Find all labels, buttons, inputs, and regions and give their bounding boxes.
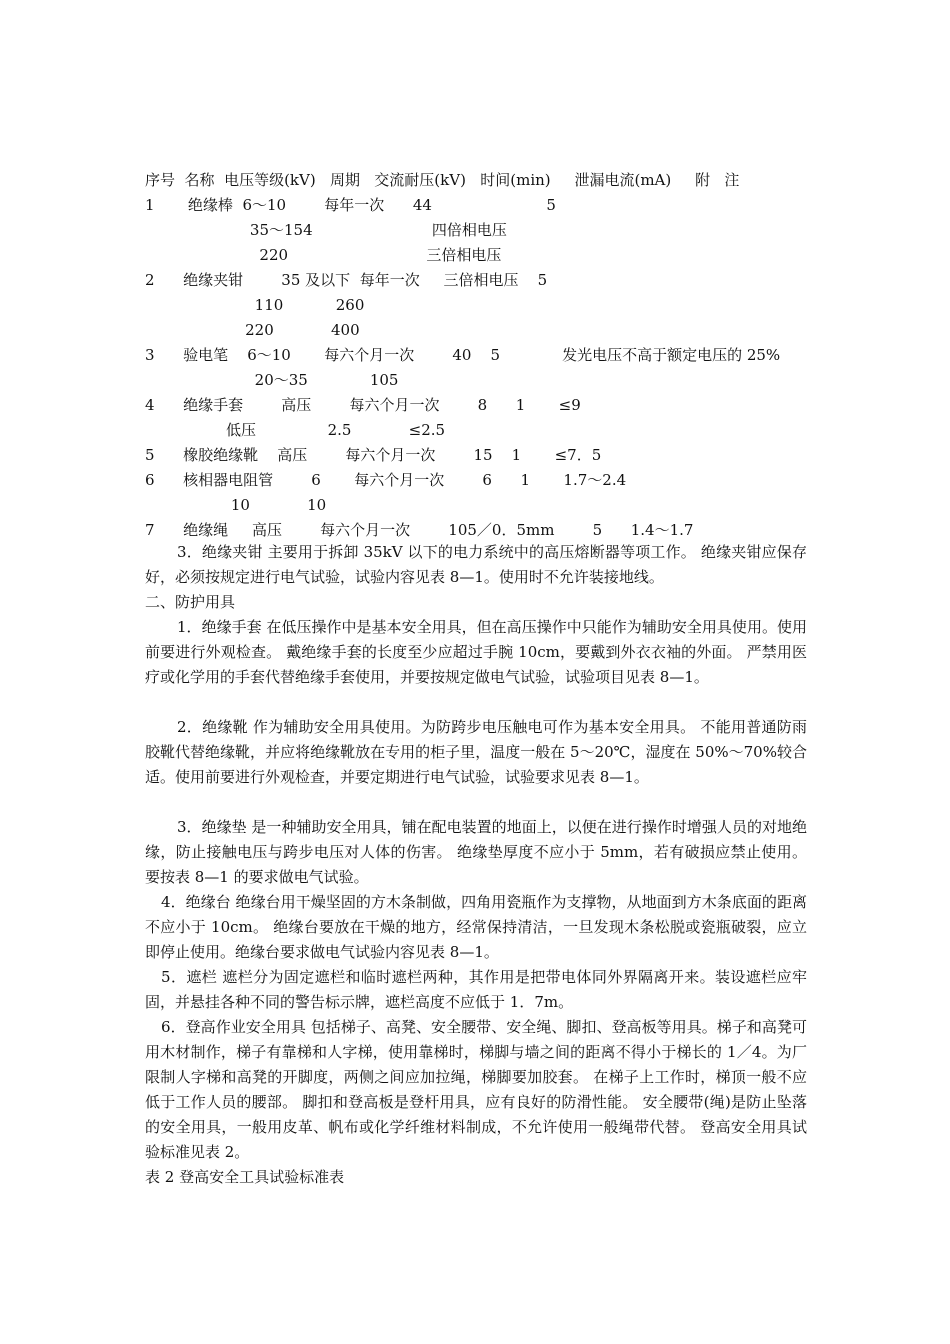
table-row: 20～35 105: [145, 371, 399, 389]
paragraph-barrier: 5．遮栏 遮栏分为固定遮栏和临时遮栏两种，其作用是把带电体同外界隔离开来。装设遮栏应牢固，并悬挂各种不同的警告标示牌，遮栏高度不应低于 1．7m。: [145, 968, 807, 1011]
table-row: 2 绝缘夹钳 35 及以下 每年一次 三倍相电压 5: [145, 271, 548, 289]
paragraph-insulating-platform: 4．绝缘台 绝缘台用干燥坚固的方木条制做，四角用瓷瓶作为支撑物，从地面到方木条底面的距离不应小于 10cm。 绝缘台要放在干燥的地方，经常保持清洁，一旦发现木条松脱或瓷瓶破裂，应立即停止使用。绝缘台要求做电气试验内容见表 8—1。: [145, 893, 807, 961]
table-row: 1 绝缘棒 6～10 每年一次 44 5: [145, 196, 556, 214]
table-row: 10 10: [145, 496, 327, 514]
paragraph-climbing-tools: 6．登高作业安全用具 包括梯子、高凳、安全腰带、安全绳、脚扣、登高板等用具。梯子和高凳可用木材制作，梯子有靠梯和人字梯，使用靠梯时，梯脚与墙之间的距离不得小于梯长的 1／4。为厂限制人字梯和高凳的开脚度，两侧之间应加拉绳，梯脚要加胶套。 在梯子上工作时，梯顶一般不应低于工作人员的腰部。 脚扣和登高板是登杆用具，应有良好的防滑性能。 安全腰带(绳)是防止坠落的安全用具，一般用皮革、帆布或化学纤维材料制成，不允许使用一般绳带代替。 登高安全用具试验标准见表 2。: [145, 1018, 807, 1161]
table-row: 35～154 四倍相电压: [145, 221, 507, 239]
table-header: 序号 名称 电压等级(kV) 周期 交流耐压(kV) 时间(min) 泄漏电流(mA) 附 注: [145, 171, 740, 189]
paragraph-insulating-mat: 3．绝缘垫 是一种辅助安全用具，铺在配电装置的地面上，以便在进行操作时增强人员的对地绝缘，防止接触电压与跨步电压对人体的伤害。 绝缘垫厚度不应小于 5mm，若有破损应禁止使用。要按表 8—1 的要求做电气试验。: [145, 818, 807, 886]
table-row: 4 绝缘手套 高压 每六个月一次 8 1 ≤9: [145, 396, 581, 414]
table-row: 5 橡胶绝缘靴 高压 每六个月一次 15 1 ≤7．5: [145, 446, 602, 464]
table-row: 220 400: [145, 321, 360, 339]
table-row: 7 绝缘绳 高压 每六个月一次 105／0．5mm 5 1.4～1.7: [145, 521, 694, 539]
paragraph-insulating-gloves: 1．绝缘手套 在低压操作中是基本安全用具，但在高压操作中只能作为辅助安全用具使用。使用前要进行外观检查。 戴绝缘手套的长度至少应超过手腕 10cm，要戴到外衣衣袖的外面。 严禁用医疗或化学用的手套代替绝缘手套使用，并要按规定做电气试验，试验项目见表 8—1。: [145, 618, 807, 686]
table-row: 220 三倍相电压: [145, 246, 502, 264]
table-row: 低压 2.5 ≤2.5: [145, 421, 446, 439]
paragraph-insulating-boots: 2．绝缘靴 作为辅助安全用具使用。为防跨步电压触电可作为基本安全用具。 不能用普通防雨胶靴代替绝缘靴，并应将绝缘靴放在专用的柜子里，温度一般在 5～20℃，湿度在 50%～70%较合适。使用前要进行外观检查，并要定期进行电气试验，试验要求见表 8—1。: [145, 718, 807, 786]
table-row: 3 验电笔 6～10 每六个月一次 40 5 发光电压不高于额定电压的 25%: [145, 346, 781, 364]
table-row: 6 核相器电阻管 6 每六个月一次 6 1 1.7～2.4: [145, 471, 627, 489]
table-row: 110 260: [145, 296, 365, 314]
table-caption: 表 2 登高安全工具试验标准表: [145, 1168, 345, 1186]
section-heading-protective-equipment: 二、防护用具: [145, 593, 236, 611]
paragraph-insulating-clamp: 3．绝缘夹钳 主要用于拆卸 35kV 以下的电力系统中的高压熔断器等项工作。 绝缘夹钳应保存好，必须按规定进行电气试验，试验内容见表 8—1。使用时不允许装接地线。: [145, 543, 807, 586]
